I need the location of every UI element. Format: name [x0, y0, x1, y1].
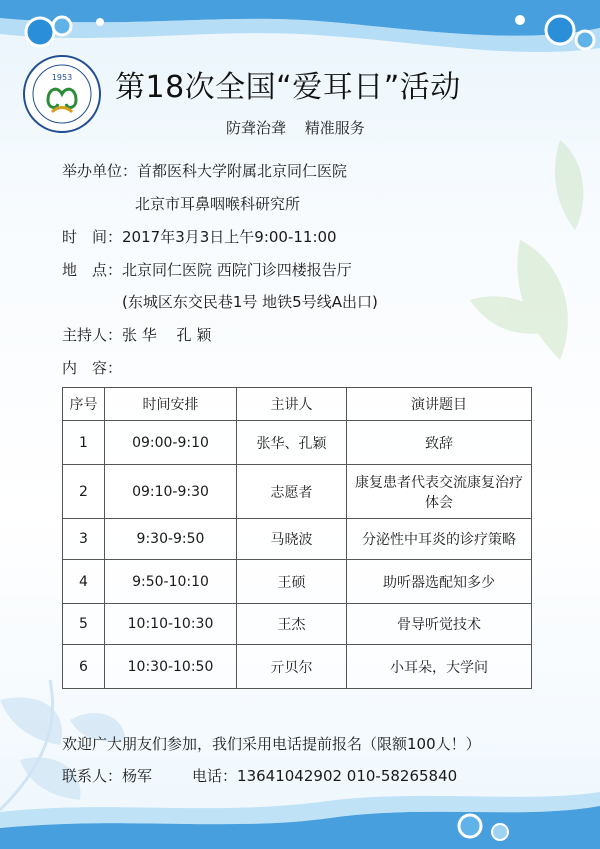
place-detail: (东城区东交民巷1号 地铁5号线A出口) [122, 293, 378, 311]
host-row [62, 324, 211, 345]
cell-time: 10:30-10:50 [105, 645, 237, 689]
phone-value: 13641042902 010-58265840 [237, 767, 458, 785]
cell-time: 9:50-10:10 [105, 560, 237, 604]
table-row [63, 645, 532, 689]
table-row [63, 421, 532, 465]
table-row [63, 519, 532, 560]
organizer-1: 首都医科大学附属北京同仁医院 [137, 162, 348, 180]
cell-topic: 康复患者代表交流康复治疗体会 [347, 465, 532, 519]
cell-time: 09:10-9:30 [105, 465, 237, 519]
cell-speaker: 王杰 [237, 604, 347, 645]
host-label: 主持人： [62, 326, 123, 344]
page-title: 第18次全国“爱耳日”活动 [115, 70, 461, 105]
logo-year: 1953 [51, 73, 73, 82]
cell-no: 3 [63, 519, 105, 560]
schedule-table [62, 387, 532, 689]
col-header-speaker: 主讲人 [237, 388, 347, 421]
welcome-text: 欢迎广大朋友们参加，我们采用电话提前报名（限额100人！） [62, 735, 481, 753]
cell-no: 2 [63, 465, 105, 519]
host-value: 张 华 孔 颖 [122, 326, 212, 344]
page-subtitle: 防聋治聋 精准服务 [226, 119, 365, 137]
cell-topic: 小耳朵，大学问 [347, 645, 532, 689]
content-label: 内 容： [62, 359, 123, 377]
cell-speaker: 张华、孔颖 [237, 421, 347, 465]
organizer-2: 北京市耳鼻咽喉科研究所 [135, 195, 301, 213]
cell-topic: 致辞 [347, 421, 532, 465]
col-header-no: 序号 [63, 388, 105, 421]
table-header-row [63, 388, 532, 421]
col-header-time: 时间安排 [105, 388, 237, 421]
table-row [63, 604, 532, 645]
cell-no: 6 [63, 645, 105, 689]
cell-speaker: 亓贝尔 [237, 645, 347, 689]
phone-label: 电话： [192, 767, 238, 785]
place-value: 北京同仁医院 西院门诊四楼报告厅 [122, 261, 352, 279]
table-row [63, 560, 532, 604]
time-value: 2017年3月3日上午9:00-11:00 [122, 228, 337, 246]
cell-speaker: 志愿者 [237, 465, 347, 519]
time-row [62, 226, 337, 247]
cell-time: 10:10-10:30 [105, 604, 237, 645]
institute-logo [22, 54, 102, 134]
time-label: 时 间： [62, 228, 123, 246]
cell-topic: 分泌性中耳炎的诊疗策略 [347, 519, 532, 560]
cell-no: 4 [63, 560, 105, 604]
cell-no: 5 [63, 604, 105, 645]
cell-speaker: 王硕 [237, 560, 347, 604]
cell-time: 09:00-9:10 [105, 421, 237, 465]
contact-label: 联系人： [62, 767, 123, 785]
col-header-topic: 演讲题目 [347, 388, 532, 421]
place-row [62, 259, 352, 280]
cell-speaker: 马晓波 [237, 519, 347, 560]
contact-name: 杨军 [122, 767, 153, 785]
contact-row [62, 765, 457, 786]
cell-no: 1 [63, 421, 105, 465]
cell-time: 9:30-9:50 [105, 519, 237, 560]
organizer-label: 举办单位： [62, 162, 138, 180]
cell-topic: 助听器选配知多少 [347, 560, 532, 604]
organizer-row [62, 160, 347, 181]
cell-topic: 骨导听觉技术 [347, 604, 532, 645]
place-label: 地 点： [62, 261, 123, 279]
table-row [63, 465, 532, 519]
